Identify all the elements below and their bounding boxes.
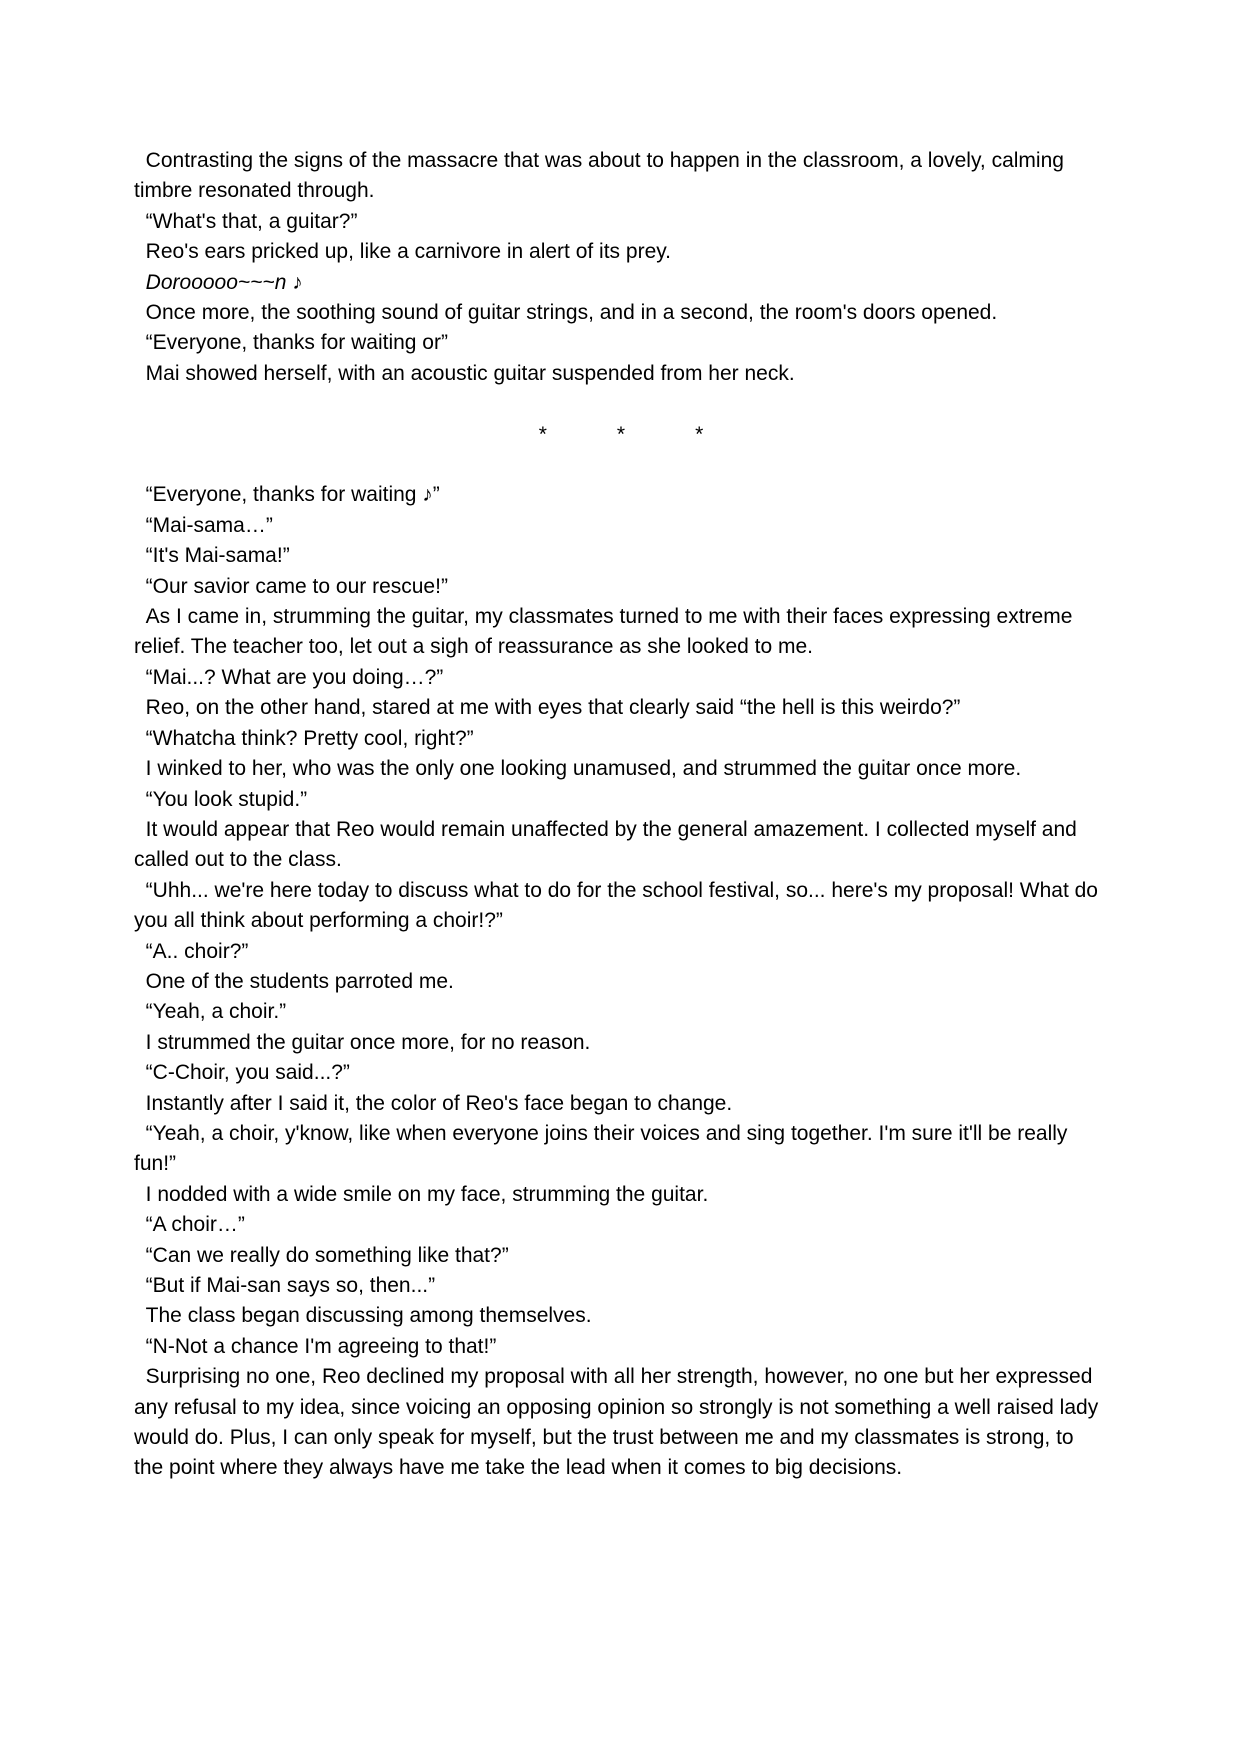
paragraph: One of the students parroted me. bbox=[134, 969, 454, 993]
paragraph: “N-Not a chance I'm agreeing to that!” bbox=[134, 1334, 497, 1358]
paragraph: The class began discussing among themselves. bbox=[134, 1304, 592, 1328]
paragraph: “Uhh... we're here today to discuss what to do for the school festival, so... here's my proposal! What do you all think about performing a choir!?” bbox=[134, 878, 1104, 933]
paragraph: “A choir…” bbox=[134, 1213, 245, 1237]
paragraph: Reo's ears pricked up, like a carnivore in alert of its prey. bbox=[134, 240, 672, 264]
paragraph: It would appear that Reo would remain unaffected by the general amazement. I collected myself and called out to the class. bbox=[134, 817, 1083, 872]
blank-line bbox=[134, 389, 1108, 419]
paragraph: “It's Mai-sama!” bbox=[134, 544, 290, 568]
paragraph: “What's that, a guitar?” bbox=[134, 209, 358, 233]
section-separator: * * * bbox=[538, 422, 704, 446]
paragraph: “A.. choir?” bbox=[134, 939, 249, 963]
paragraph: “Mai...? What are you doing…?” bbox=[134, 665, 444, 689]
paragraph: Mai showed herself, with an acoustic guitar suspended from her neck. bbox=[134, 361, 795, 385]
paragraph: Instantly after I said it, the color of Reo's face began to change. bbox=[134, 1091, 733, 1115]
paragraph: “Mai-sama…” bbox=[134, 513, 273, 537]
paragraph: I winked to her, who was the only one looking unamused, and strummed the guitar once more. bbox=[134, 757, 1022, 781]
paragraph: “But if Mai-san says so, then...” bbox=[134, 1274, 436, 1297]
paragraph: Dorooooo~~~n ♪ bbox=[134, 270, 303, 294]
paragraph: “Yeah, a choir, y'know, like when everyone joins their voices and sing together. I'm sure it'll be really fun!” bbox=[134, 1121, 1074, 1176]
paragraph: “Everyone, thanks for waiting ♪” bbox=[134, 483, 440, 507]
paragraph: Reo, on the other hand, stared at me with eyes that clearly said “the hell is this weirdo?” bbox=[134, 696, 961, 720]
paragraph: Contrasting the signs of the massacre that was about to happen in the classroom, a lovely, calming timbre resonated through. bbox=[134, 149, 1070, 203]
paragraph: “You look stupid.” bbox=[134, 787, 308, 811]
paragraph: “Whatcha think? Pretty cool, right?” bbox=[134, 726, 474, 750]
paragraph: “Yeah, a choir.” bbox=[134, 1000, 287, 1024]
paragraph: I strummed the guitar once more, for no reason. bbox=[134, 1030, 591, 1054]
paragraph: Once more, the soothing sound of guitar strings, and in a second, the room's doors opened. bbox=[134, 301, 998, 325]
paragraph: “Everyone, thanks for waiting or” bbox=[134, 331, 448, 355]
paragraph: As I came in, strumming the guitar, my classmates turned to me with their faces expressing extreme relief. The teacher too, let out a sigh of reassurance as she looked to me. bbox=[134, 605, 1079, 659]
blank-line bbox=[134, 450, 1108, 480]
paragraph: I nodded with a wide smile on my face, strumming the guitar. bbox=[134, 1182, 709, 1206]
paragraph: “Our savior came to our rescue!” bbox=[134, 574, 448, 598]
paragraph: “C-Choir, you said...?” bbox=[134, 1061, 350, 1085]
paragraph: Surprising no one, Reo declined my proposal with all her strength, however, no one but her expressed any refusal to my idea, since voicing an opposing opinion so strongly is not something a well raised lady would do. Plus, I can only speak for myself, but the trust between me and my classmates is strong, to the point where they always have me take the lead when it comes to big decisions. bbox=[134, 1365, 1105, 1480]
paragraph: “Can we really do something like that?” bbox=[134, 1243, 509, 1267]
